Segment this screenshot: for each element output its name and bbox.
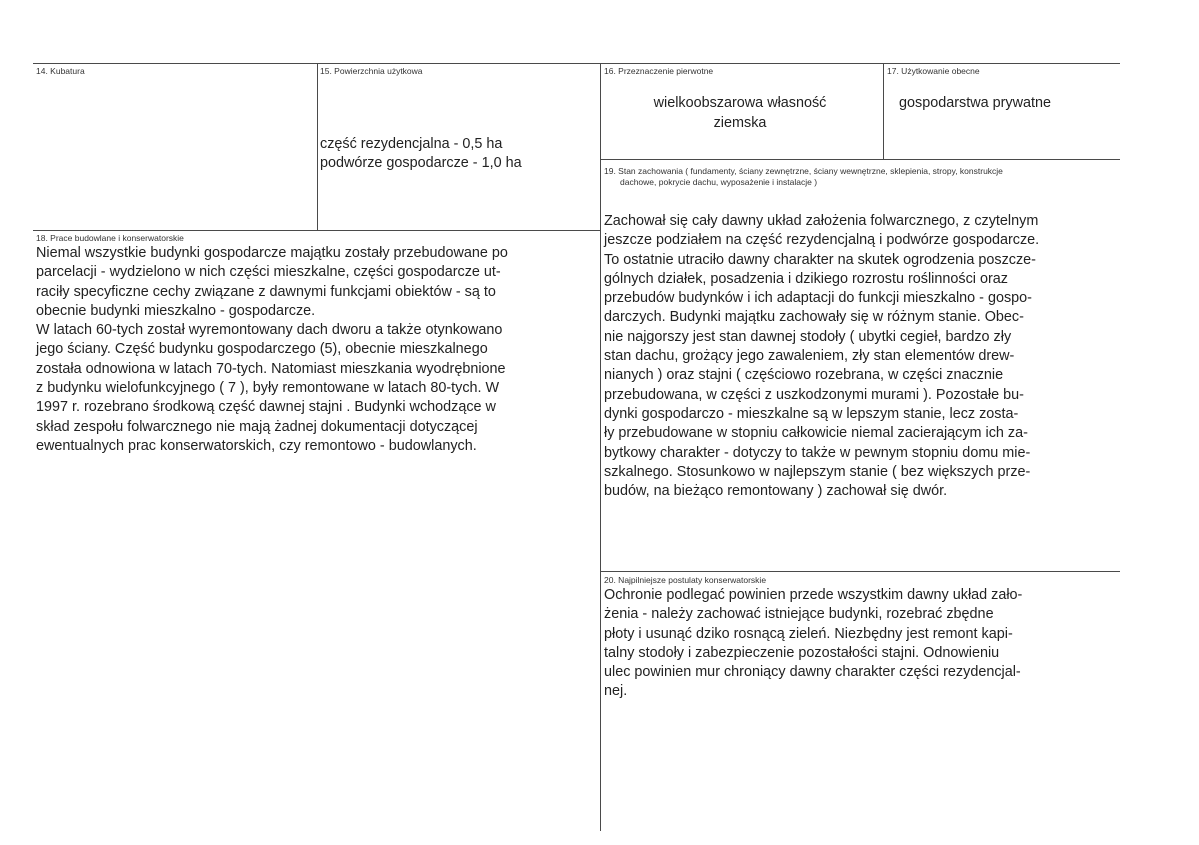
center-divider (600, 63, 601, 831)
field-18-line: ewentualnych prac konserwatorskich, czy remontowo - budowlanych. (36, 437, 477, 454)
field-19-line: nie najgorszy jest stan dawnej stodoły ( ubytki cegieł, bardzo zły (604, 328, 1012, 345)
field-17-label: 17. Użytkowanie obecne (887, 66, 980, 76)
field-19-line: gólnych działek, posadzenia i dzikiego rozrostu roślinności oraz (604, 270, 1008, 287)
field-19-line: nianych ) oraz stajni ( częściowo rozebrana, w części znacznie (604, 367, 1004, 384)
field-19-line: szkalnego. Stosunkowo w najlepszym stanie ( bez większych prze- (604, 463, 1031, 480)
field-20-label: 20. Najpilniejsze postulaty konserwatorskie (604, 575, 767, 585)
divider-16-17 (883, 63, 884, 159)
field-19-line: przebudowana, w części z uszkodzonymi murami ). Pozostałe bu- (604, 386, 1024, 403)
field-15-label: 15. Powierzchnia użytkowa (320, 66, 423, 76)
field-20-line: Ochronie podlegać powinien przede wszystkim dawny układ zało- (604, 587, 1023, 603)
rule-above-20 (600, 571, 1120, 572)
field-19-line: dynki gospodarczo - mieszkalne są w lepszym stanie, lecz zosta- (604, 405, 1019, 422)
field-19-line: jeszcze podziałem na część rezydencjalną i podwórze gospodarcze. (604, 232, 1040, 249)
field-16-value (620, 94, 860, 133)
field-20-line: płoty i usunąć dziko rosnącą zieleń. Niezbędny jest remont kapi- (604, 625, 1013, 642)
field-20-line: nej. (604, 683, 628, 700)
field-16-line: wielkoobszarowa własność (653, 95, 827, 111)
field-18-line: raciły specyficzne cechy związane z dawnymi funkcjami obiektów - są to (36, 283, 496, 300)
field-15-value (320, 135, 522, 174)
rule-above-19 (600, 159, 1120, 160)
field-16-label: 16. Przeznaczenie pierwotne (604, 66, 714, 76)
field-18-line: 1997 r. rozebrano środkową część dawnej stajni . Budynki wchodzące w (36, 399, 496, 416)
field-19-line: bytkowy charakter - dotyczy to także w pewnym stopniu domu mie- (604, 444, 1031, 461)
field-18-body (36, 244, 508, 456)
field-17-value: gospodarstwa prywatne (899, 95, 1051, 111)
field-20-body (604, 586, 1022, 702)
field-19-line: Zachował się cały dawny układ założenia folwarcznego, z czytelnym (604, 213, 1039, 229)
field-18-line: z budynku wielofunkcyjnego ( 7 ), były remontowane w latach 80-tych. W (36, 380, 500, 397)
field-20-line: ulec powinien mur chroniący dawny charakter części rezydencjal- (604, 664, 1021, 681)
field-19-label-line: 19. Stan zachowania ( fundamenty, ściany zewnętrzne, ściany wewnętrzne, sklepienia, stropy, konstrukcje (604, 166, 1003, 176)
field-20-line: żenia - należy zachować istniejące budynki, rozebrać zbędne (604, 606, 994, 623)
rule-above-18 (33, 230, 600, 231)
field-19-line: To ostatnie utraciło dawny charakter na skutek ogrodzenia poszcze- (604, 251, 1036, 268)
field-15-line: podwórze gospodarcze - 1,0 ha (320, 155, 522, 172)
field-18-line: skład zespołu folwarcznego nie mają żadnej dokumentacji dotyczącej (36, 418, 478, 435)
field-18-label: 18. Prace budowlane i konserwatorskie (36, 233, 184, 243)
field-18-line: Niemal wszystkie budynki gospodarcze majątku zostały przebudowane po (36, 245, 508, 261)
field-19-label (604, 166, 1003, 188)
field-18-line: jego ściany. Część budynku gospodarczego (5), obecnie mieszkalnego (36, 341, 488, 358)
field-18-line: została odnowiona w latach 70-tych. Natomiast mieszkania wyodrębnione (36, 360, 506, 377)
field-19-line: przebudów budynków i ich adaptacji do funkcji mieszkalno - gospo- (604, 290, 1032, 307)
divider-14-15 (317, 63, 318, 230)
field-19-line: stan dachu, grożący jego zawaleniem, zły stan elementów drew- (604, 348, 1015, 365)
field-18-line: obecnie budynki mieszkalno - gospodarcze. (36, 302, 316, 319)
field-19-line: ły przebudowane w stopniu całkowicie niemal zacierającym ich za- (604, 425, 1028, 442)
field-19-body (604, 212, 1039, 501)
field-16-line: ziemska (713, 114, 767, 131)
field-15-line: część rezydencjalna - 0,5 ha (320, 136, 503, 152)
top-rule (33, 63, 1120, 64)
field-18-line: parcelacji - wydzielono w nich części mieszkalne, części gospodarcze ut- (36, 264, 501, 281)
field-19-line: budów, na bieżąco remontowany ) zachował się dwór. (604, 483, 948, 500)
field-14-label: 14. Kubatura (36, 66, 85, 76)
field-19-label-line: dachowe, pokrycie dachu, wyposażenie i instalacje ) (620, 177, 818, 187)
field-20-line: talny stodoły i zabezpieczenie pozostałości stajni. Odnowieniu (604, 644, 1000, 661)
field-18-line: W latach 60-tych został wyremontowany dach dworu a także otynkowano (36, 322, 503, 339)
field-19-line: darczych. Budynki majątku zachowały się w różnym stanie. Obec- (604, 309, 1024, 326)
